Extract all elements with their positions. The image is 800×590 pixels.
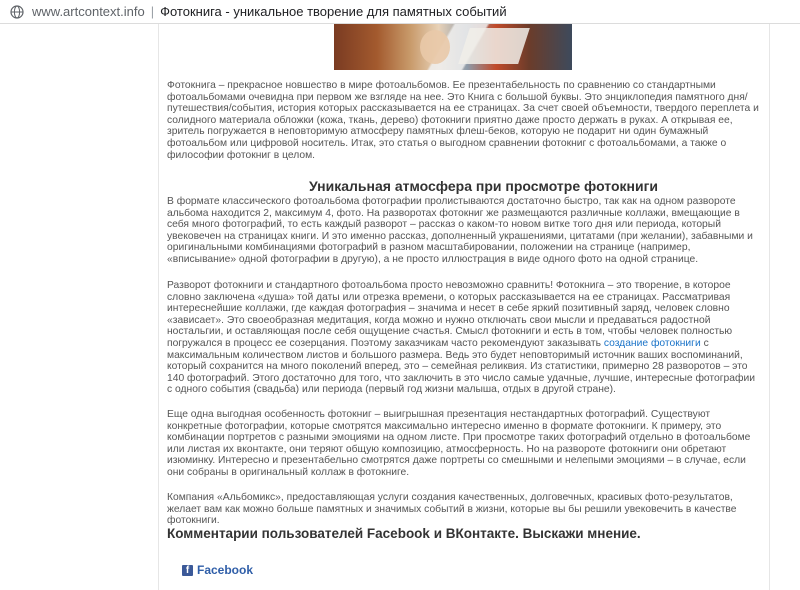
article-column xyxy=(158,24,770,590)
create-photobook-link[interactable]: создание фотокниги xyxy=(603,337,701,349)
facebook-comments-tab[interactable] xyxy=(182,563,253,577)
paragraph-comparison xyxy=(167,280,759,396)
comments-heading: Комментарии пользователей Facebook и ВКонтакте. Выскажи мнение. xyxy=(167,526,641,541)
facebook-label: Facebook xyxy=(197,563,254,577)
paragraph-layouts: В формате классического фотоальбома фотографии пролистываются достаточно быстро, так как на одном развороте альбома находится 2, максимум 4, фото. На разворотах фотокниг же размещаются различные коллажи, вмещающие в себя много фотографий, то есть каждый разворот – рассказ о каком-то новом витке того дня или периода, который увековечен на страницах книги. И это именно рассказ, дополненный украшениями, цитатами (при желании), забавными и оригинальными комбинациями фотографий в разном масштабировании, положении на странице (например, «вписывание» одной фотографии в другую), а не просто иллюстрация в виде одного фото на одной странице. xyxy=(167,196,753,265)
intro-paragraph: Фотокнига – прекрасное новшество в мире фотоальбомов. Ее презентабельность по сравнению со стандартными фотоальбомами очевидна при первом же взгляде на нее. Это Книга с большой буквы. Это энциклопедия памятного дня/путешествия/события, история которых рассказывается на ее страницах. За счет своей объемности, твердого переплета и солидного материала обложки (кожа, ткань, дерево) фотокниги приятно даже просто держать в руках. А открывая ее, зритель погружается в неповторимую атмосферу памятных флеш-беков, которую не подарит ни один бумажный фотоальбом или цифровой носитель. Итак, это статья о выгодном сравнении фотокниг с фотоальбомами, а также о философии фотокниг в целом. xyxy=(167,80,759,161)
paragraph-comparison-text-end: с максимальным количеством листов и большого размера. Ведь это будет неповторимый источник ваших воспоминаний, который сохранится на много поколений вперед, это – семейная реликвия. Из статистики, примерно 28 разворотов – это 140 фотографий. Этого достаточно для того, что заключить в это число самые удачные, лучшие, интересные фотографии с одного события (свадьба) или периода (первый год жизни малыша, отдых в другой стране). xyxy=(167,337,755,396)
paragraph-nonstandard-photos: Еще одна выгодная особенность фотокниг – выигрышная презентация нестандартных фотографий. Существуют конкретные фотографии, которые смотрятся максимально интересно именно в формате фотокниги. К примеру, это комбинации портретов с разными эмоциями на одном листе. При просмотре таких фотографий отдельно в фотоальбоме или листая их вконтакте, они теряют общую композицию, атмосферность. Но на развороте фотокниги они обретают изюминку. Интересно и презентабельно смотрятся даже портреты со смешными и нелепыми эмоциями – в случае, если они собраны в оригинальный коллаж в фотокниге. xyxy=(167,409,751,478)
article-header-photo xyxy=(334,24,572,70)
paragraph-company: Компания «Альбомикс», предоставляющая услуги создания качественных, долговечных, красивых фото-результатов, желает вам как можно больше памятных и значимых событий в жизни, которые вы бы решили увековечить в качестве фотокниги. xyxy=(167,492,737,527)
site-url[interactable]: www.artcontext.info xyxy=(32,4,145,19)
page-title: Фотокнига - уникальное творение для памятных событий xyxy=(160,4,507,19)
facebook-icon: f xyxy=(182,565,193,576)
browser-title-bar xyxy=(0,0,800,24)
globe-icon xyxy=(10,5,24,19)
photo-book-shape xyxy=(458,28,530,64)
title-separator: | xyxy=(150,4,155,19)
paragraph-comparison-text-start: Разворот фотокниги и стандартного фотоальбома просто невозможно сравнить! Фотокнига – это творение, в которое словно заключена «душа» той даты или отрезка времени, о которых рассказывается на ее страницах. Рассматривая интереснейшие коллажи, где каждая фотография – значима и несет в себе яркий позитивный заряд, человек словно «зависает». Это своеобразная медитация, когда можно и нужно отключать свои мысли и предаваться радостной ностальгии, и оставляющая после себя ощущение счастья. Смысл фотокниги и есть в том, чтобы человек полностью погружался в процесс ее созерцания. Поэтому заказчикам часто рекомендуют заказывать xyxy=(167,280,733,349)
photo-hand-shape xyxy=(420,30,450,64)
section-heading: Уникальная атмосфера при просмотре фотокниги xyxy=(309,178,659,194)
